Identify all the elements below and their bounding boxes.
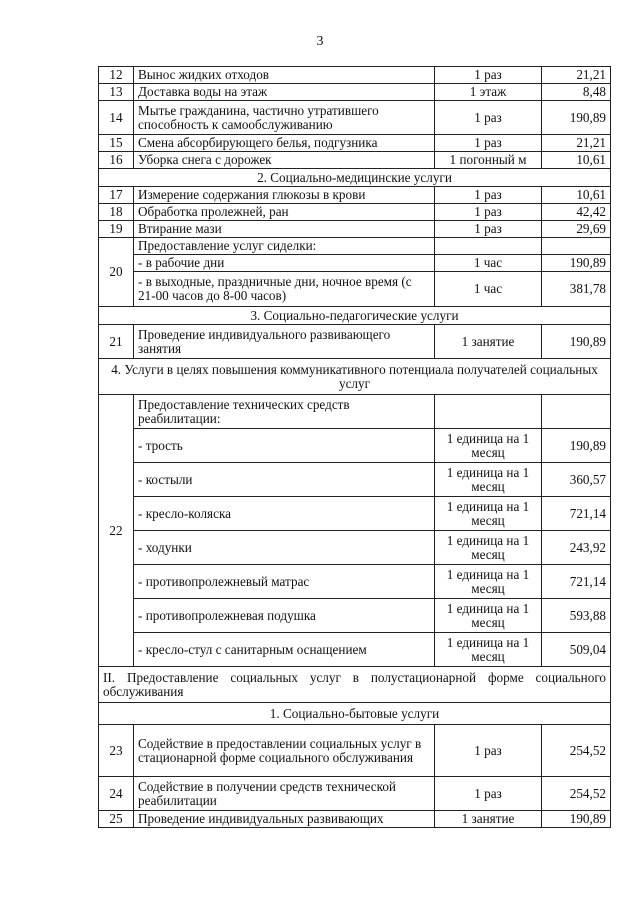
row-number: 18	[99, 204, 134, 221]
service-price: 381,78	[542, 272, 611, 307]
part-heading: II. Предоставление социальных услуг в полустационарной форме социального обслуживания	[99, 667, 611, 703]
service-name: - в рабочие дни	[134, 255, 435, 272]
table-row	[99, 325, 611, 359]
service-unit: 1 раз	[435, 221, 542, 238]
table-row	[99, 255, 611, 272]
service-name: Доставка воды на этаж	[134, 84, 435, 101]
service-price: 21,21	[542, 135, 611, 152]
service-unit: 1 этаж	[435, 84, 542, 101]
table-row	[99, 777, 611, 811]
table-row	[99, 463, 611, 497]
row-number: 21	[99, 325, 134, 359]
section-row	[99, 703, 611, 725]
services-tariff-table	[98, 66, 611, 828]
service-name: Уборка снега с дорожек	[134, 152, 435, 169]
service-name: - противопролежневая подушка	[134, 599, 435, 633]
service-group-header: Предоставление услуг сиделки:	[134, 238, 435, 255]
service-price: 10,61	[542, 152, 611, 169]
service-price: 8,48	[542, 84, 611, 101]
service-name: - трость	[134, 429, 435, 463]
row-number: 17	[99, 187, 134, 204]
service-unit: 1 единица на 1 месяц	[435, 497, 542, 531]
section-row	[99, 307, 611, 325]
row-number: 13	[99, 84, 134, 101]
row-number: 14	[99, 101, 134, 135]
table-row	[99, 395, 611, 429]
service-name: Содействие в получении средств технической реабилитации	[134, 777, 435, 811]
service-price: 190,89	[542, 255, 611, 272]
service-unit: 1 раз	[435, 101, 542, 135]
service-price: 243,92	[542, 531, 611, 565]
service-unit: 1 занятие	[435, 325, 542, 359]
service-price: 10,61	[542, 187, 611, 204]
service-unit: 1 единица на 1 месяц	[435, 565, 542, 599]
service-name: Смена абсорбирующего белья, подгузника	[134, 135, 435, 152]
service-group-header: Предоставление технических средств реабилитации:	[134, 395, 435, 429]
row-number: 12	[99, 67, 134, 84]
table-row	[99, 565, 611, 599]
service-name: - кресло-стул с санитарным оснащением	[134, 633, 435, 667]
service-price: 254,52	[542, 725, 611, 777]
row-number: 25	[99, 811, 134, 828]
service-unit: 1 раз	[435, 135, 542, 152]
service-price: 254,52	[542, 777, 611, 811]
service-name: Содействие в предоставлении социальных услуг в стационарной форме социального обслуживания	[134, 725, 435, 777]
service-unit: 1 единица на 1 месяц	[435, 531, 542, 565]
row-number: 20	[99, 238, 134, 307]
table-row	[99, 84, 611, 101]
page-number: 3	[316, 34, 324, 49]
section-row	[99, 169, 611, 187]
section-row	[99, 359, 611, 395]
service-unit: 1 единица на 1 месяц	[435, 633, 542, 667]
service-name: - костыли	[134, 463, 435, 497]
table-row	[99, 67, 611, 84]
service-price: 190,89	[542, 325, 611, 359]
service-price: 21,21	[542, 67, 611, 84]
service-price: 29,69	[542, 221, 611, 238]
part-row	[99, 667, 611, 703]
service-unit: 1 раз	[435, 725, 542, 777]
service-name: Проведение индивидуальных развивающих	[134, 811, 435, 828]
table-row	[99, 531, 611, 565]
table-row	[99, 221, 611, 238]
section-heading: 2. Социально-медицинские услуги	[99, 169, 611, 187]
service-price: 721,14	[542, 565, 611, 599]
service-unit: 1 раз	[435, 777, 542, 811]
table-row	[99, 725, 611, 777]
service-price: 360,57	[542, 463, 611, 497]
service-unit: 1 раз	[435, 187, 542, 204]
row-number: 16	[99, 152, 134, 169]
table-row	[99, 152, 611, 169]
service-name: Мытье гражданина, частично утратившего способность к самообслуживанию	[134, 101, 435, 135]
section-heading: 3. Социально-педагогические услуги	[99, 307, 611, 325]
service-name: Втирание мази	[134, 221, 435, 238]
service-unit: 1 раз	[435, 204, 542, 221]
table-row	[99, 238, 611, 255]
service-name: Проведение индивидуального развивающего занятия	[134, 325, 435, 359]
service-unit: 1 погонный м	[435, 152, 542, 169]
table-row	[99, 497, 611, 531]
service-unit: 1 занятие	[435, 811, 542, 828]
service-unit: 1 единица на 1 месяц	[435, 429, 542, 463]
row-number: 19	[99, 221, 134, 238]
row-number: 22	[99, 395, 134, 667]
service-name: Измерение содержания глюкозы в крови	[134, 187, 435, 204]
table-row	[99, 811, 611, 828]
service-name: Обработка пролежней, ран	[134, 204, 435, 221]
service-unit: 1 час	[435, 272, 542, 307]
section-heading: 1. Социально-бытовые услуги	[99, 703, 611, 725]
table-row	[99, 135, 611, 152]
service-price: 190,89	[542, 101, 611, 135]
row-number: 15	[99, 135, 134, 152]
service-price: 721,14	[542, 497, 611, 531]
table-row	[99, 187, 611, 204]
service-price: 509,04	[542, 633, 611, 667]
service-name: - противопролежневый матрас	[134, 565, 435, 599]
table-row	[99, 272, 611, 307]
service-unit: 1 единица на 1 месяц	[435, 463, 542, 497]
table-row	[99, 101, 611, 135]
service-name: - кресло-коляска	[134, 497, 435, 531]
service-unit: 1 раз	[435, 67, 542, 84]
service-name: - в выходные, праздничные дни, ночное время (с 21-00 часов до 8-00 часов)	[134, 272, 435, 307]
service-price: 190,89	[542, 429, 611, 463]
row-number: 24	[99, 777, 134, 811]
service-name: - ходунки	[134, 531, 435, 565]
service-unit: 1 единица на 1 месяц	[435, 599, 542, 633]
table-row	[99, 633, 611, 667]
row-number: 23	[99, 725, 134, 777]
section-heading: 4. Услуги в целях повышения коммуникативного потенциала получателей социальных услуг	[99, 359, 611, 395]
service-price: 593,88	[542, 599, 611, 633]
table-row	[99, 599, 611, 633]
service-price: 190,89	[542, 811, 611, 828]
table-row	[99, 204, 611, 221]
table-row	[99, 429, 611, 463]
service-name: Вынос жидких отходов	[134, 67, 435, 84]
service-unit: 1 час	[435, 255, 542, 272]
service-price: 42,42	[542, 204, 611, 221]
